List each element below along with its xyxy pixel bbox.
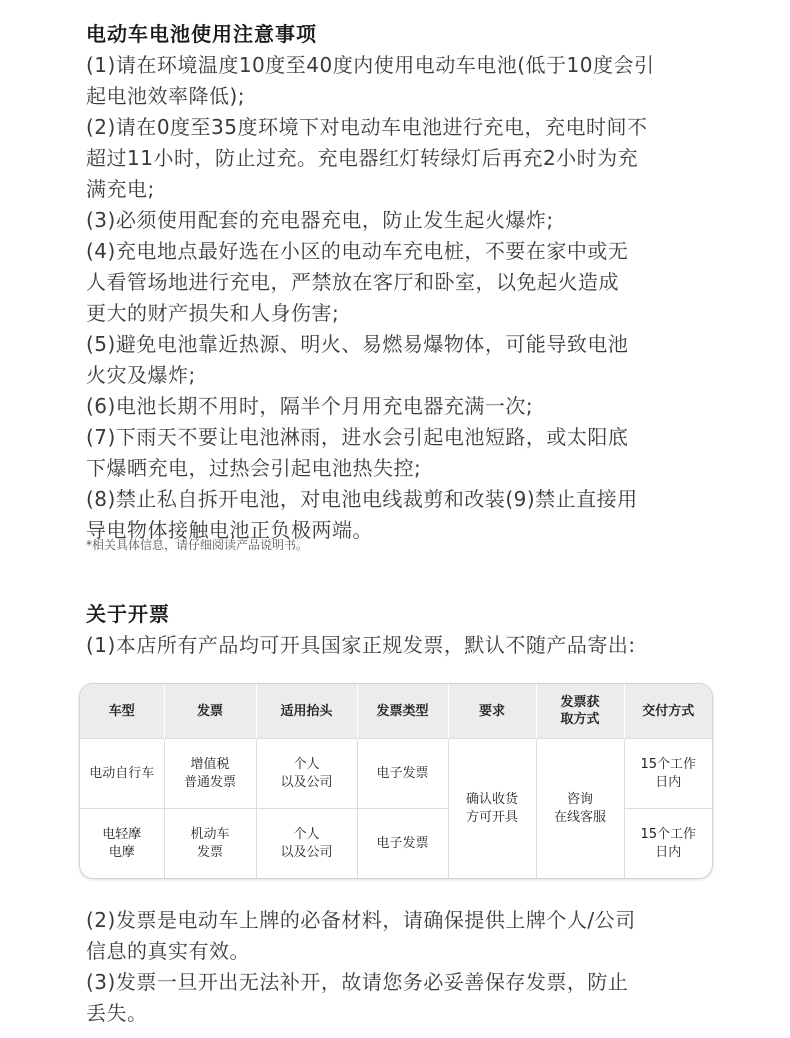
precaution-2-line-3: 满充电; <box>86 177 155 201</box>
cell-vehicle-type: 电动自行车 <box>80 739 164 809</box>
battery-precautions <box>86 50 708 546</box>
header-vehicle-type: 车型 <box>80 684 164 739</box>
cell-invoice-title: 个人 以及公司 <box>256 809 357 878</box>
invoice-section-title: 关于开票 <box>86 602 170 626</box>
precaution-2-line-1: (2)请在0度至35度环境下对电动车电池进行充电，充电时间不 <box>86 115 648 139</box>
cell-vehicle-type: 电轻摩 电摩 <box>80 809 164 878</box>
cell-delivery: 15个工作 日内 <box>624 739 712 809</box>
cell-invoice-kind: 电子发票 <box>357 739 448 809</box>
precaution-1-line-2: 起电池效率降低); <box>86 84 246 108</box>
precaution-3-line-1: (3)必须使用配套的充电器充电，防止发生起火爆炸; <box>86 208 554 232</box>
manual-note: *相关具体信息，请仔细阅读产品说明书。 <box>86 538 309 552</box>
precaution-2-line-2: 超过11小时，防止过充。充电器红灯转绿灯后再充2小时为充 <box>86 146 639 170</box>
header-delivery: 交付方式 <box>624 684 712 739</box>
precaution-4-line-3: 更大的财产损失和人身伤害; <box>86 301 340 325</box>
cell-invoice: 增值税 普通发票 <box>164 739 256 809</box>
invoice-table <box>79 683 713 879</box>
invoice-note-2-line-2: 信息的真实有效。 <box>86 939 250 963</box>
header-invoice: 发票 <box>164 684 256 739</box>
invoice-note-2-line-1: (2)发票是电动车上牌的必备材料，请确保提供上牌个人/公司 <box>86 908 636 932</box>
cell-delivery: 15个工作 日内 <box>624 809 712 878</box>
precaution-4-line-2: 人看管场地进行充电，严禁放在客厅和卧室，以免起火造成 <box>86 270 619 294</box>
header-requirement: 要求 <box>448 684 536 739</box>
precaution-8-line-2: 导电物体接触电池正负极两端。 <box>86 518 373 542</box>
invoice-intro-line: (1)本店所有产品均可开具国家正规发票，默认不随产品寄出: <box>86 633 636 657</box>
precaution-7-line-1: (7)下雨天不要让电池淋雨，进水会引起电池短路，或太阳底 <box>86 425 629 449</box>
invoice-intro <box>86 630 708 661</box>
invoice-note-3-line-2: 丢失。 <box>86 1001 148 1025</box>
precaution-6-line-1: (6)电池长期不用时，隔半个月用充电器充满一次; <box>86 394 534 418</box>
table-row <box>80 739 712 809</box>
header-invoice-title: 适用抬头 <box>256 684 357 739</box>
precaution-7-line-2: 下爆晒充电，过热会引起电池热失控; <box>86 456 422 480</box>
invoice-notes <box>86 905 708 1029</box>
cell-invoice-kind: 电子发票 <box>357 809 448 878</box>
cell-invoice-title: 个人 以及公司 <box>256 739 357 809</box>
precaution-5-line-2: 火灾及爆炸; <box>86 363 196 387</box>
cell-obtain-method: 咨询 在线客服 <box>536 739 624 879</box>
precaution-5-line-1: (5)避免电池靠近热源、明火、易燃易爆物体，可能导致电池 <box>86 332 629 356</box>
precaution-1-line-1: (1)请在环境温度10度至40度内使用电动车电池(低于10度会引 <box>86 53 655 77</box>
header-obtain-method: 发票获 取方式 <box>536 684 624 739</box>
precaution-8-line-1: (8)禁止私自拆开电池，对电池电线裁剪和改装(9)禁止直接用 <box>86 487 638 511</box>
table-header-row <box>80 684 712 739</box>
header-invoice-kind: 发票类型 <box>357 684 448 739</box>
battery-section-title: 电动车电池使用注意事项 <box>86 22 317 46</box>
precaution-4-line-1: (4)充电地点最好选在小区的电动车充电桩，不要在家中或无 <box>86 239 629 263</box>
cell-requirement: 确认收货 方可开具 <box>448 739 536 879</box>
invoice-note-3-line-1: (3)发票一旦开出无法补开，故请您务必妥善保存发票，防止 <box>86 970 629 994</box>
cell-invoice: 机动车 发票 <box>164 809 256 878</box>
